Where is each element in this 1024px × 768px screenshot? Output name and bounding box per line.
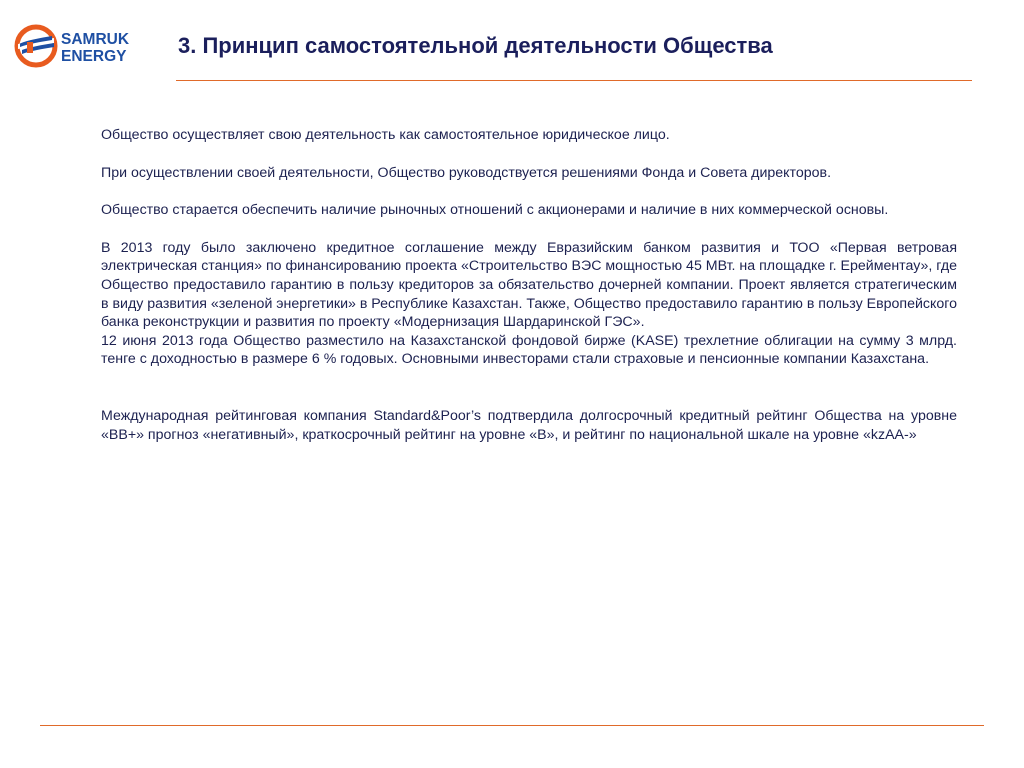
slide-title: 3. Принцип самостоятельной деятельности Общества <box>178 33 773 58</box>
paragraph-credit-agreement: В 2013 году было заключено кредитное соглашение между Евразийским банком развития и ТОО «Первая ветровая электрическая станция» по финансированию проекта «Строительство ВЭС мощностью 45 МВт. на площадке г. Ерейментау», где Общество предоставило гарантию в пользу кредиторов за обязательство дочерней компании. Проект является стратегическим в виду развития «зеленой энергетики» в Республике Казахстан. Также, Общество предоставило гарантию в пользу Европейского банка реконструкции и развития по проекту «Модернизация Шардаринской ГЭС». <box>101 239 958 331</box>
paragraph-market-relations: Общество старается обеспечить наличие рыночных отношений с акционерами и наличие в них коммерческой основы. <box>101 202 889 219</box>
paragraph-credit-rating: Международная рейтинговая компания Standard&Poor’s подтвердила долгосрочный кредитный рейтинг Общества на уровне «BB+» прогноз «негативный», краткосрочный рейтинг на уровне «B», и рейтинг по национальной шкале на уровне «kzAA-» <box>101 407 957 443</box>
slide-body <box>101 126 957 444</box>
svg-text:ENERGY: ENERGY <box>61 48 127 65</box>
samruk-energy-logo <box>14 24 154 68</box>
title-divider <box>176 80 972 81</box>
svg-text:SAMRUK: SAMRUK <box>61 31 130 48</box>
paragraph-bond-placement: 12 июня 2013 года Общество разместило на Казахстанской фондовой бирже (KASE) трехлетние облигации на сумму 3 млрд. тенге с доходностью в размере 6 % годовых. Основными инвесторами стали страховые и пенсионные компании Казахстана. <box>101 332 957 368</box>
paragraph-governance: При осуществлении своей деятельности, Общество руководствуется решениями Фонда и Совета директоров. <box>101 164 832 181</box>
paragraph-independent-entity: Общество осуществляет свою деятельность как самостоятельное юридическое лицо. <box>101 127 670 143</box>
samruk-energy-logo-mark <box>14 24 154 68</box>
footer-divider <box>40 725 984 726</box>
